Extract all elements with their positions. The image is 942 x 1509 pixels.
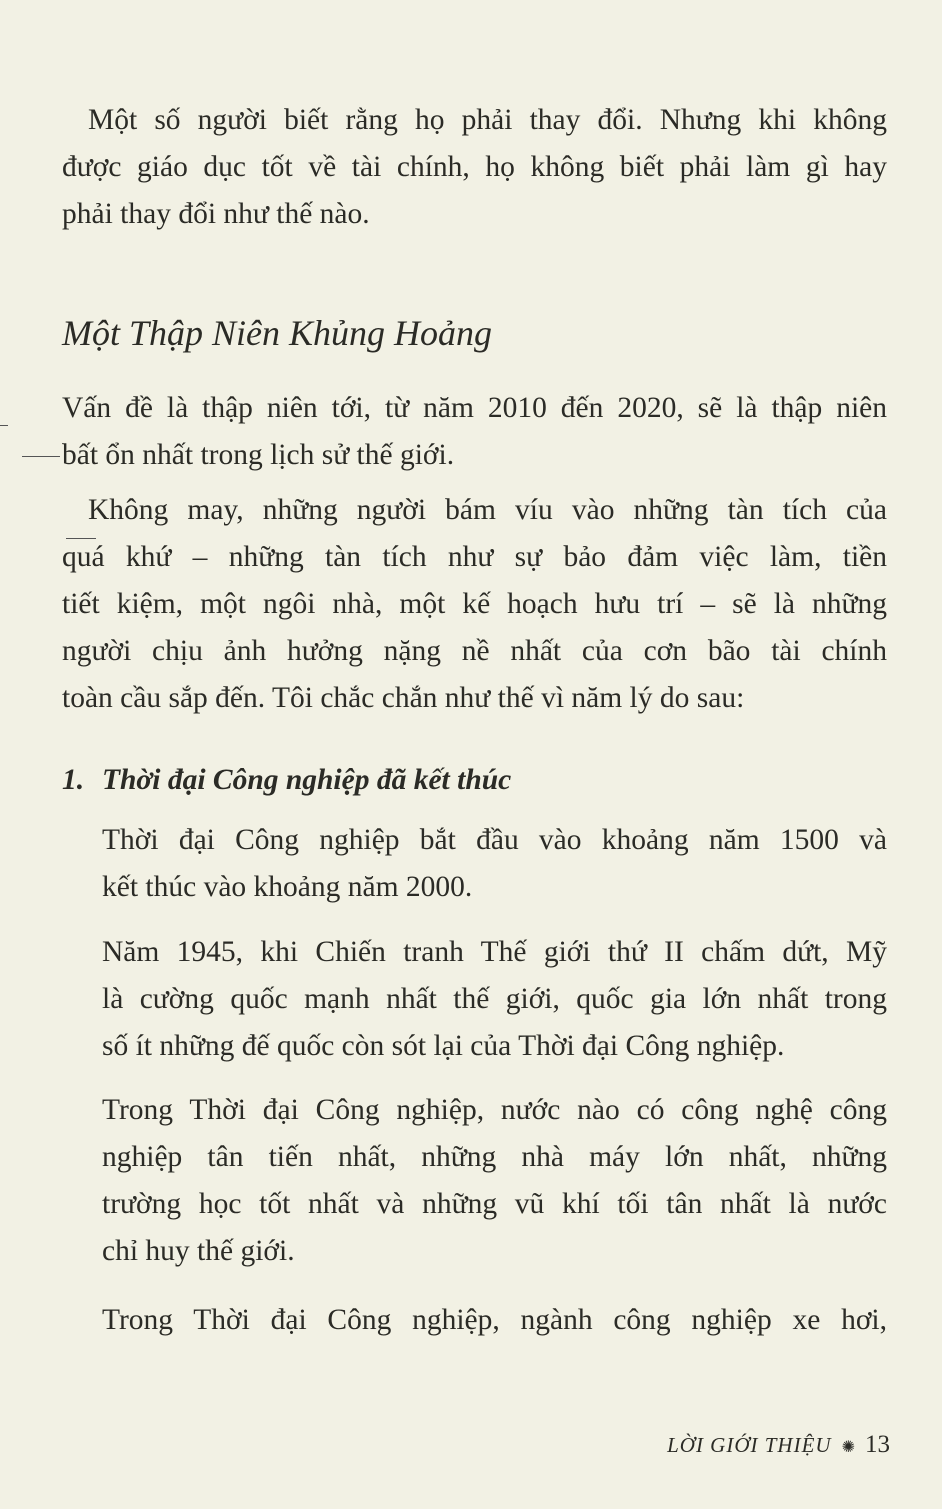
section-heading: Một Thập Niên Khủng Hoảng [62, 313, 493, 353]
text-line: trường học tốt nhất và những vũ khí tối tân nhất là nước [102, 1188, 887, 1220]
list-item-title-text: Thời đại Công nghiệp đã kết thúc [102, 764, 512, 796]
text-line: số ít những đế quốc còn sót lại của Thời đại Công nghiệp. [102, 1030, 785, 1062]
text-line: Trong Thời đại Công nghiệp, nước nào có công nghệ công [102, 1094, 887, 1126]
paragraph [102, 1297, 887, 1344]
text-line: Thời đại Công nghiệp bắt đầu vào khoảng năm 1500 và [102, 824, 887, 856]
text-line: nghiệp tân tiến nhất, những nhà máy lớn nhất, những [102, 1141, 887, 1173]
paragraph [102, 929, 887, 1070]
paragraph [62, 97, 887, 238]
text-line: toàn cầu sắp đến. Tôi chắc chắn như thế vì năm lý do sau: [62, 682, 745, 714]
paragraph [62, 487, 887, 722]
text-line: quá khứ – những tàn tích như sự bảo đảm việc làm, tiền [62, 541, 887, 573]
page-number: 13 [865, 1431, 890, 1458]
paragraph [102, 817, 887, 911]
scan-mark [66, 538, 96, 539]
text-line: Một số người biết rằng họ phải thay đổi. Nhưng khi không [88, 104, 887, 136]
paragraph [62, 385, 887, 479]
ornament-icon: ✺ [841, 1439, 855, 1456]
scan-mark [22, 456, 60, 457]
text-line: Không may, những người bám víu vào những tàn tích của [88, 494, 887, 526]
list-item-title [62, 757, 511, 804]
text-line: bất ổn nhất trong lịch sử thế giới. [62, 439, 455, 471]
text-line: tiết kiệm, một ngôi nhà, một kế hoạch hưu trí – sẽ là những [62, 588, 887, 620]
text-line: là cường quốc mạnh nhất thế giới, quốc gia lớn nhất trong [102, 983, 887, 1015]
scan-mark [0, 425, 8, 426]
running-footer-title: LỜI GIỚI THIỆU [667, 1433, 832, 1457]
text-line: người chịu ảnh hưởng nặng nề nhất của cơn bão tài chính [62, 635, 887, 667]
text-line: Vấn đề là thập niên tới, từ năm 2010 đến 2020, sẽ là thập niên [62, 392, 887, 424]
text-line: Trong Thời đại Công nghiệp, ngành công nghiệp xe hơi, [102, 1304, 887, 1336]
text-line: chỉ huy thế giới. [102, 1235, 295, 1267]
text-line: được giáo dục tốt về tài chính, họ không biết phải làm gì hay [62, 151, 887, 183]
paragraph [102, 1087, 887, 1275]
text-line: phải thay đổi như thế nào. [62, 198, 370, 230]
text-line: Năm 1945, khi Chiến tranh Thế giới thứ II chấm dứt, Mỹ [102, 936, 887, 968]
page-footer [667, 1428, 890, 1465]
text-line: kết thúc vào khoảng năm 2000. [102, 871, 473, 903]
list-item-number: 1. [62, 764, 85, 796]
